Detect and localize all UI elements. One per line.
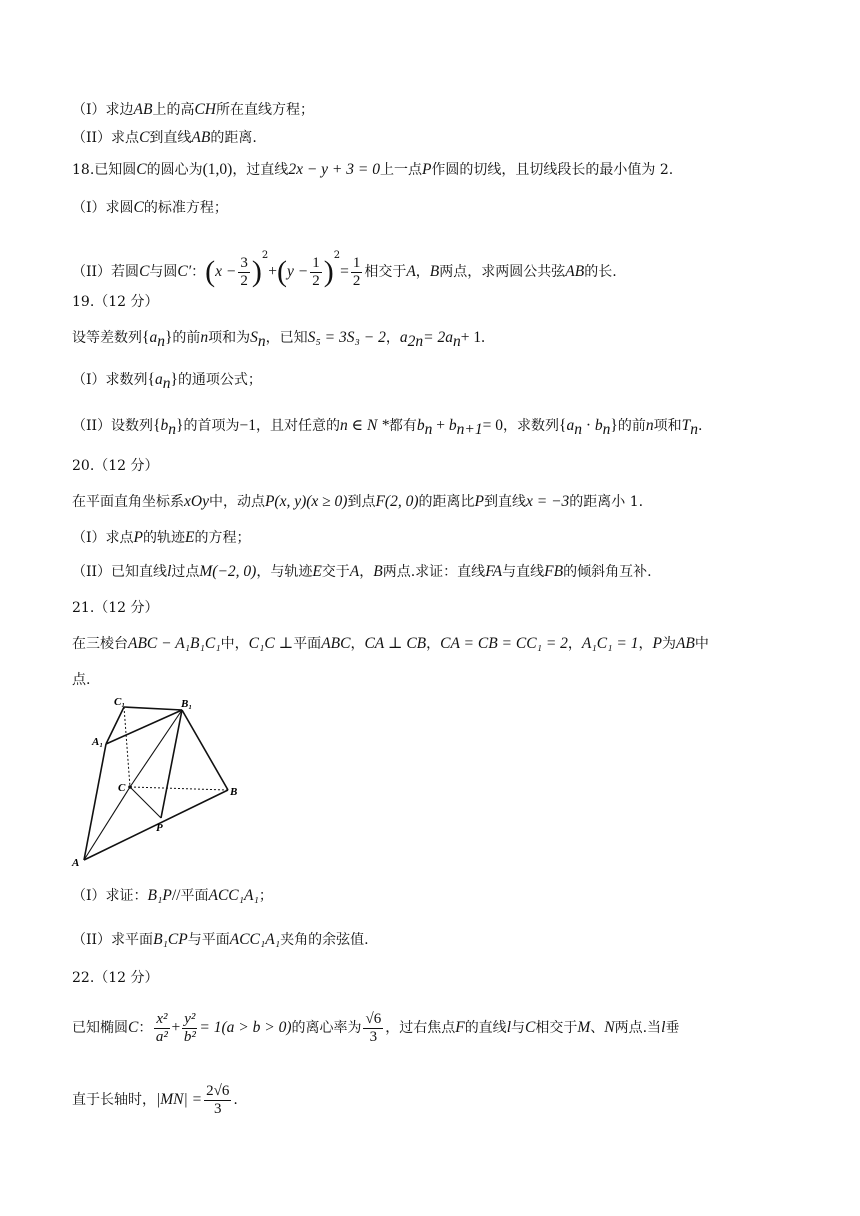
q20-part1: （I）求点P的轨迹E的方程；: [72, 529, 251, 546]
q21-intro-cont: 点.: [72, 672, 91, 688]
label-b1: B₁: [181, 698, 193, 710]
q20-intro: 在平面直角坐标系xOy中，动点P(x, y)(x ≥ 0)到点F(2, 0)的距离比P到直线x = −3的距离小 1.: [72, 493, 644, 510]
edge-c-p: [130, 787, 161, 818]
label-c1: C₁: [114, 696, 126, 708]
q17-part1: （I）求边AB上的高CH所在直线方程；: [72, 101, 315, 118]
q18-intro: 18.已知圆C的圆心为(1,0)，过直线2x − y + 3 = 0上一点P作圆的切线，且切线段长的最小值为 2.: [72, 161, 674, 178]
q21-part1: （I）求证：B₁P//平面ACC₁A₁；: [72, 887, 273, 904]
label-a: A: [72, 857, 80, 869]
label-b: B: [230, 786, 238, 798]
q19-part1: （I）求数列$\{a_n\}$的通项公式；: [72, 371, 262, 392]
q20-part2: （II）已知直线l过点M(−2, 0)，与轨迹E交于A，B两点.求证：直线FA与直线FB的倾斜角互补.: [72, 563, 652, 580]
q22-intro-cont: 直于长轴时，|MN| = $\frac{2√6}{3}$ .: [72, 1082, 238, 1117]
q19-part2: （II）设数列$\{b_n\}$的首项为−1，且对任意的n ∈ N *都有$b_n + b_{n+1}= 0$，求数列$\{a_n \cdot b_n\}$的前n项和$T_n$.: [72, 417, 703, 438]
q22-heading: 22.（12 分）: [72, 970, 159, 986]
q18-part2: （II）若圆C与圆C′：(x − $\frac{3}{2}$ )$^2$+(y − $\frac{1}{2}$ )$^2$= $\frac{1}{2}$ 相交于A，B两点，求两圆公共弦AB的长.: [72, 250, 617, 289]
q21-part2: （II）求平面B₁CP与平面ACC₁A₁夹角的余弦值.: [72, 931, 369, 948]
q20-heading: 20.（12 分）: [72, 458, 159, 474]
q21-intro: 在三棱台ABC − A₁B₁C₁中，C₁C ⊥平面ABC，CA ⊥ CB，CA = CB = CC₁ = 2，A₁C₁ = 1，P为AB中: [72, 635, 709, 652]
edge-c1-a1: [106, 707, 124, 744]
q21-heading: 21.（12 分）: [72, 600, 159, 616]
edge-b1-b: [182, 710, 228, 790]
edge-c1-c: [124, 707, 130, 787]
q17-part2: （II）求点C到直线AB的距离.: [72, 129, 257, 146]
frustum-figure: [64, 692, 254, 872]
label-a1: A₁: [92, 736, 104, 748]
edge-c-b: [130, 787, 228, 790]
label-p: P: [156, 822, 163, 834]
q18-part1: （I）求圆C的标准方程；: [72, 199, 228, 216]
edge-c1-b1: [124, 707, 182, 710]
q22-intro: 已知椭圆C： $\frac{\text{x²}}{\text{a²}}$ + $\frac{\text{y²}}{\text{b²}}$ = 1(a > b > 0)的离心率为 $\frac{√6}{3}$ ，过右焦点F的直线l与C相交于M、N两点.当l垂: [72, 1010, 680, 1045]
q19-heading: 19.（12 分）: [72, 294, 159, 310]
label-c: C: [118, 782, 126, 794]
q19-intro: 设等差数列$\{a_n\}$的前n项和为$S_n$，已知S₅ = 3S₃ − 2，$a_{2n}= 2a_n+ 1$.: [72, 329, 485, 350]
